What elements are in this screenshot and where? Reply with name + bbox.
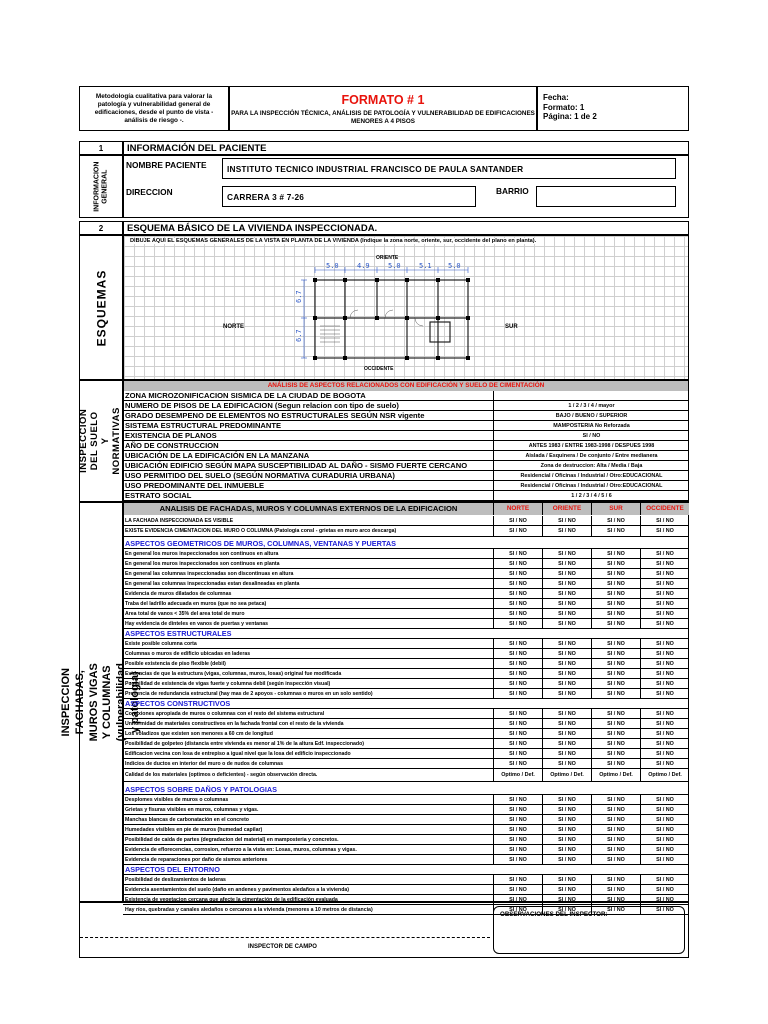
answer-cell[interactable]: SI / NO [591, 845, 640, 854]
answer-cell[interactable]: SI / NO [640, 569, 689, 578]
answer-cell[interactable]: SI / NO [591, 749, 640, 758]
answer-cell[interactable]: SI / NO [542, 689, 591, 698]
answer-cell[interactable]: SI / NO [542, 895, 591, 904]
suelo-row [123, 461, 689, 471]
fachada-question: Posible existencia de piso flexible (debil) [125, 660, 226, 667]
dim-side-2: 6.7 [295, 329, 303, 342]
suelo-answer[interactable]: SI / NO [493, 431, 689, 440]
answer-cell[interactable]: SI / NO [640, 579, 689, 588]
fachada-row [123, 599, 689, 609]
answer-cell[interactable]: SI / NO [640, 825, 689, 834]
answer-cell[interactable]: SI / NO [591, 579, 640, 588]
dim-side-1: 6.7 [295, 290, 303, 303]
fachada-row [123, 559, 689, 569]
answer-cell[interactable]: SI / NO [640, 875, 689, 884]
answer-cell[interactable]: SI / NO [640, 599, 689, 608]
nombre-label: NOMBRE PACIENTE [126, 160, 207, 170]
fachada-question: Area total de vanos < 35% del area total de muro [125, 610, 245, 617]
answer-cell[interactable]: SI / NO [542, 805, 591, 814]
answer-cell[interactable]: SI / NO [591, 905, 640, 914]
suelo-question: SISTEMA ESTRUCTURAL PREDOMINANTE [125, 421, 282, 430]
fachada-question: EXISTE EVIDENCIA CIMENTACION DEL MURO O COLUMNA (Patologia consl - grietas en muro arco descarga) [125, 528, 397, 534]
subsection-title: ASPECTOS GEOMETRICOS DE MUROS, COLUMNAS, VENTANAS Y PUERTAS [123, 539, 689, 549]
fachada-question: Conexiones apropiada de muros o columnas con el resto del sistema estructural [125, 710, 325, 717]
fachada-question: Desplomes visibles de muros o columnas [125, 796, 229, 803]
fachada-question: En general los muros inspeccionados son continuos en altura [125, 550, 279, 557]
fachada-row [123, 719, 689, 729]
fachada-row [123, 825, 689, 835]
answer-cell[interactable]: SI / NO [542, 679, 591, 688]
subsection-title: ASPECTOS CONSTRUCTIVOS [123, 699, 689, 709]
section4-vertical-label: INSPECCION FACHADAS, MUROS VIGAS Y COLUMNAS (vulnerabilidad y patologia) [79, 502, 123, 902]
fachada-question: Los voladizos que existen son menores a 60 cm de longitud [125, 730, 273, 737]
answer-cell[interactable]: SI / NO [542, 619, 591, 628]
answer-cell[interactable]: SI / NO [591, 669, 640, 678]
fachada-question: Indicios de ductos en interior del muro o de nudos de columnas [125, 760, 283, 767]
answer-cell[interactable]: SI / NO [493, 905, 542, 914]
answer-cell[interactable]: SI / NO [640, 749, 689, 758]
suelo-answer[interactable]: MAMPOSTERIA No Reforzada [493, 421, 689, 430]
fachada-row [123, 669, 689, 679]
answer-cell[interactable]: SI / NO [542, 709, 591, 718]
answer-cell[interactable]: SI / NO [493, 719, 542, 728]
fachada-row [123, 649, 689, 659]
section1-number: 1 [79, 141, 123, 155]
fachada-question: Columnas o muros de edificio ubicadas en laderas [125, 650, 251, 657]
fachada-question: Traba del ladrillo adecuada en muros (que no sea petaca) [125, 600, 267, 607]
answer-cell[interactable]: Optimo / Def. [640, 769, 689, 781]
fachada-question: Evidencia asentamientos del suelo (daño en andenes y pavimentos aledaños a la vivienda) [125, 886, 350, 893]
answer-cell[interactable]: SI / NO [493, 516, 542, 525]
suelo-row [123, 481, 689, 491]
fachada-row [123, 875, 689, 885]
answer-cell[interactable]: SI / NO [493, 589, 542, 598]
section3-header: ANÁLISIS DE ASPECTOS RELACIONADOS CON EDIFICACIÓN Y SUELO DE CIMENTACIÓN [124, 381, 688, 391]
suelo-row [123, 451, 689, 461]
answer-cell[interactable]: SI / NO [591, 739, 640, 748]
answer-cell[interactable]: SI / NO [493, 526, 542, 536]
answer-cell[interactable]: SI / NO [542, 549, 591, 558]
fachada-row [123, 885, 689, 895]
answer-cell[interactable]: SI / NO [591, 689, 640, 698]
format-title: FORMATO # 1 [341, 93, 425, 107]
answer-cell[interactable]: SI / NO [591, 759, 640, 768]
fachada-row [123, 619, 689, 629]
fachada-row [123, 689, 689, 699]
fachada-question: Hay ríos, quebradas y canales aledaños o cercanos a la vivienda (menores a 10 metros de distancia) [125, 906, 373, 913]
answer-cell[interactable]: SI / NO [591, 729, 640, 738]
inspector-label: INSPECTOR DE CAMPO [248, 944, 317, 950]
fachada-row [123, 855, 689, 865]
oriente-label: ORIENTE [376, 255, 399, 261]
answer-cell[interactable]: SI / NO [640, 516, 689, 525]
fachada-question: Evidencias de que la estructura (vigas, columnas, muros, losas) original fue modificada [125, 670, 342, 677]
suelo-question: GRADO DESEMPENO DE ELEMENTOS NO ESTRUCTURALES SEGÚN NSR vigente [125, 411, 425, 420]
suelo-answer[interactable]: Aislada / Esquinera / De conjunto / Entre medianera [493, 451, 689, 460]
answer-cell[interactable]: SI / NO [640, 759, 689, 768]
fachada-question: LA FACHADA INSPECCIONADA ES VISIBLE [125, 517, 234, 524]
answer-cell[interactable]: SI / NO [591, 805, 640, 814]
fachada-row [123, 739, 689, 749]
fachada-question: Posibilidad de deslizamientos de laderas [125, 876, 226, 883]
section4-header: ANALISIS DE FACHADAS, MUROS Y COLUMNAS EXTERNOS DE LA EDIFICACION [124, 503, 493, 515]
answer-cell[interactable]: SI / NO [591, 815, 640, 824]
fachada-row [123, 609, 689, 619]
suelo-row [123, 491, 689, 501]
answer-cell[interactable]: SI / NO [591, 709, 640, 718]
answer-cell[interactable]: SI / NO [493, 669, 542, 678]
suelo-question: EXISTENCIA DE PLANOS [125, 431, 217, 440]
fachada-question: Evidencia de eflorecencias, corrosion, refuerzo a la vista en: Losas, muros, columnas y vigas. [125, 846, 357, 853]
answer-cell[interactable]: SI / NO [640, 649, 689, 658]
suelo-answer[interactable]: Zona de destruccion: Alta / Media / Baja [493, 461, 689, 470]
answer-cell[interactable]: SI / NO [542, 559, 591, 568]
direccion-label: DIRECCION [126, 187, 173, 197]
answer-cell[interactable]: SI / NO [640, 709, 689, 718]
answer-cell[interactable]: SI / NO [542, 905, 591, 914]
answer-cell[interactable]: SI / NO [591, 719, 640, 728]
fachada-question: Evidencia de muros dilatados de columnas [125, 590, 232, 597]
fachada-question: En general las columnas inspeccionadas estan desalineadas en planta [125, 580, 300, 587]
observaciones-box[interactable] [493, 906, 685, 954]
suelo-answer[interactable]: 1 / 2 / 3 / 4 / mayor [493, 401, 689, 410]
fachada-question: En general los muros inspeccionados son continuos en planta [125, 560, 280, 567]
answer-cell[interactable]: SI / NO [640, 669, 689, 678]
answer-cell[interactable]: Optimo / Def. [542, 769, 591, 781]
norte-label: NORTE [223, 324, 244, 330]
answer-cell[interactable]: SI / NO [640, 609, 689, 618]
answer-cell[interactable]: SI / NO [640, 835, 689, 844]
fachada-row [123, 549, 689, 559]
fachada-question: Uniformidad de materiales constructivos en la fachada frontal con el resto de la vivienda [125, 720, 344, 727]
answer-cell[interactable]: SI / NO [493, 805, 542, 814]
answer-cell[interactable]: SI / NO [493, 659, 542, 668]
dim-top-5: 5.0 [448, 262, 461, 270]
fachada-row [123, 679, 689, 689]
fachada-question: Evidencia de reparaciones por daño de sismos anteriores [125, 856, 268, 863]
fachada-question: Existe posible columna corta [125, 640, 197, 647]
answer-cell[interactable]: Optimo / Def. [493, 769, 542, 781]
answer-cell[interactable]: SI / NO [493, 845, 542, 854]
answer-cell[interactable]: SI / NO [640, 526, 689, 536]
answer-cell[interactable]: SI / NO [542, 719, 591, 728]
fachada-question: Grietas y fisuras visibles en muros, columnas y vigas. [125, 806, 259, 813]
answer-cell[interactable]: SI / NO [640, 895, 689, 904]
section2-number: 2 [79, 221, 123, 235]
answer-cell[interactable]: SI / NO [542, 526, 591, 536]
answer-cell[interactable]: SI / NO [591, 609, 640, 618]
answer-cell[interactable]: SI / NO [640, 805, 689, 814]
answer-cell[interactable]: SI / NO [640, 739, 689, 748]
answer-cell[interactable]: SI / NO [542, 569, 591, 578]
dim-top-3: 5.0 [388, 262, 401, 270]
answer-cell[interactable]: SI / NO [542, 845, 591, 854]
formato-label: Formato: 1 [543, 102, 585, 112]
fachada-question: Posibilidad de caida de partes (degradacion del material) en mamposteria y concretos. [125, 836, 339, 843]
suelo-row [123, 401, 689, 411]
answer-cell[interactable]: SI / NO [493, 885, 542, 894]
answer-cell[interactable]: SI / NO [542, 729, 591, 738]
answer-cell[interactable]: SI / NO [493, 759, 542, 768]
barrio-field[interactable] [536, 186, 676, 207]
subsection-title: ASPECTOS DEL ENTORNO [123, 865, 689, 875]
answer-cell[interactable]: SI / NO [640, 719, 689, 728]
methodology-box [79, 86, 229, 131]
answer-cell[interactable]: SI / NO [542, 599, 591, 608]
answer-cell[interactable]: SI / NO [640, 659, 689, 668]
signature-line [80, 937, 490, 938]
fachada-question: Edificacion vecina con losa de entrepiso a igual nivel que la losa del edificio inspeccionado [125, 750, 351, 757]
fachada-row [123, 835, 689, 845]
answer-cell[interactable]: SI / NO [591, 835, 640, 844]
fachada-row [123, 579, 689, 589]
orientation-sur: SUR [591, 503, 640, 515]
answer-cell[interactable]: SI / NO [591, 516, 640, 525]
floor-plan-drawing [290, 258, 490, 366]
answer-cell[interactable]: SI / NO [640, 845, 689, 854]
section1-vertical-label: INFORMACION GENERAL [79, 155, 123, 218]
answer-cell[interactable]: SI / NO [493, 689, 542, 698]
section2-vertical-label: ESQUEMAS [79, 235, 123, 380]
answer-cell[interactable]: SI / NO [542, 649, 591, 658]
answer-cell[interactable]: SI / NO [591, 679, 640, 688]
fachada-row [123, 749, 689, 759]
answer-cell[interactable]: SI / NO [640, 905, 689, 914]
answer-cell[interactable]: SI / NO [542, 609, 591, 618]
answer-cell[interactable]: SI / NO [591, 885, 640, 894]
suelo-row [123, 421, 689, 431]
observaciones-label: OBSERVACIONES DEL INSPECTOR: [500, 911, 608, 918]
answer-cell[interactable]: Optimo / Def. [591, 769, 640, 781]
fachada-row [123, 769, 689, 782]
answer-cell[interactable]: SI / NO [493, 549, 542, 558]
direccion-field[interactable]: CARRERA 3 # 7-26 [222, 186, 476, 207]
answer-cell[interactable]: SI / NO [640, 689, 689, 698]
answer-cell[interactable]: SI / NO [493, 795, 542, 804]
answer-cell[interactable]: SI / NO [591, 569, 640, 578]
fachada-row [123, 845, 689, 855]
answer-cell[interactable]: SI / NO [640, 639, 689, 648]
answer-cell[interactable]: SI / NO [591, 895, 640, 904]
answer-cell[interactable]: SI / NO [493, 855, 542, 864]
answer-cell[interactable]: SI / NO [591, 559, 640, 568]
answer-cell[interactable]: SI / NO [493, 895, 542, 904]
suelo-question: USO PREDOMINANTE DEL INMUEBLE [125, 481, 265, 490]
occidente-label: OCCIDENTE [364, 366, 394, 372]
format-meta-box [537, 86, 689, 131]
answer-cell[interactable]: SI / NO [591, 549, 640, 558]
answer-cell[interactable]: SI / NO [591, 659, 640, 668]
answer-cell[interactable]: SI / NO [591, 875, 640, 884]
answer-cell[interactable]: SI / NO [591, 639, 640, 648]
answer-cell[interactable]: SI / NO [640, 679, 689, 688]
answer-cell[interactable]: SI / NO [542, 669, 591, 678]
subsection-title: ASPECTOS ESTRUCTURALES [123, 629, 689, 639]
answer-cell[interactable]: SI / NO [493, 875, 542, 884]
answer-cell[interactable]: SI / NO [493, 729, 542, 738]
suelo-row [123, 471, 689, 481]
answer-cell[interactable]: SI / NO [542, 795, 591, 804]
answer-cell[interactable]: SI / NO [591, 649, 640, 658]
answer-cell[interactable]: SI / NO [591, 619, 640, 628]
answer-cell[interactable]: SI / NO [542, 825, 591, 834]
suelo-answer[interactable]: Residencial / Oficinas / Industrial / Otro:EDUCACIONAL [493, 481, 689, 490]
answer-cell[interactable]: SI / NO [542, 639, 591, 648]
fachada-row [123, 709, 689, 719]
answer-cell[interactable]: SI / NO [493, 649, 542, 658]
answer-cell[interactable]: SI / NO [493, 639, 542, 648]
suelo-answer[interactable]: Residencial / Oficinas / Industrial / Otro:EDUCACIONAL [493, 471, 689, 480]
orientation-header [493, 503, 689, 515]
answer-cell[interactable]: SI / NO [542, 759, 591, 768]
fachada-question: Calidad de los materiales (optimos o deficientes) - según observación directa. [125, 772, 318, 778]
dim-top-2: 4.9 [357, 262, 370, 270]
sur-label: SUR [505, 324, 518, 330]
answer-cell[interactable]: SI / NO [493, 835, 542, 844]
fachada-question: Humedades visibles en pie de muros (humedad capilar) [125, 826, 263, 833]
fachada-question: Posibilidad de existencia de vigas fuerte y columna debil (según inspección visual) [125, 680, 331, 687]
suelo-question: NUMERO DE PISOS DE LA EDIFICACION (Segun relacion con tipo de suelo) [125, 401, 399, 410]
fachada-row [123, 526, 689, 537]
answer-cell[interactable]: SI / NO [640, 729, 689, 738]
section3-vertical-label: INSPECCION DEL SUELO Y NORMATIVAS [79, 380, 123, 502]
fachada-question: Manchas blancas de carbonatación en el concreto [125, 816, 249, 823]
fachada-row [123, 659, 689, 669]
answer-cell[interactable]: SI / NO [493, 749, 542, 758]
answer-cell[interactable]: SI / NO [493, 619, 542, 628]
answer-cell[interactable]: SI / NO [493, 709, 542, 718]
fachada-row [123, 805, 689, 815]
dim-top-1: 5.0 [326, 262, 339, 270]
answer-cell[interactable]: SI / NO [493, 559, 542, 568]
answer-cell[interactable]: SI / NO [542, 855, 591, 864]
fachada-row [123, 639, 689, 649]
answer-cell[interactable]: SI / NO [542, 739, 591, 748]
pagina-label: Página: 1 de 2 [543, 112, 597, 122]
answer-cell[interactable]: SI / NO [542, 749, 591, 758]
suelo-answer[interactable]: 1 / 2 / 3 / 4 / 5 / 6 [493, 491, 689, 500]
section1-title: INFORMACIÓN DEL PACIENTE [123, 141, 689, 155]
answer-cell[interactable]: SI / NO [542, 885, 591, 894]
answer-cell[interactable]: SI / NO [640, 559, 689, 568]
fachada-row [123, 589, 689, 599]
answer-cell[interactable]: SI / NO [640, 795, 689, 804]
subsection-title: ASPECTOS SOBRE DAÑOS Y PATOLOGIAS [123, 785, 689, 795]
fachada-row [123, 516, 689, 526]
suelo-answer[interactable]: ANTES 1983 / ENTRE 1983-1998 / DESPUES 1998 [493, 441, 689, 450]
nombre-field[interactable]: INSTITUTO TECNICO INDUSTRIAL FRANCISCO DE PAULA SANTANDER [222, 158, 676, 179]
orientation-norte: NORTE [493, 503, 542, 515]
suelo-row [123, 441, 689, 451]
answer-cell[interactable]: SI / NO [493, 815, 542, 824]
suelo-question: ZONA MICROZONIFICACION SISMICA DE LA CIUDAD DE BOGOTA [125, 391, 366, 400]
answer-cell[interactable]: SI / NO [493, 569, 542, 578]
answer-cell[interactable]: SI / NO [591, 855, 640, 864]
answer-cell[interactable]: SI / NO [493, 599, 542, 608]
answer-cell[interactable]: SI / NO [591, 589, 640, 598]
orientation-oriente: ORIENTE [542, 503, 591, 515]
methodology-text: Metodología cualitativa para valorar la patología y vulnerabilidad general de edificaciones, desde el punto de vista - análisis de riesgo -. [94, 92, 214, 124]
answer-cell[interactable]: SI / NO [542, 579, 591, 588]
answer-cell[interactable]: SI / NO [542, 589, 591, 598]
answer-cell[interactable]: SI / NO [640, 619, 689, 628]
answer-cell[interactable]: SI / NO [591, 599, 640, 608]
answer-cell[interactable]: SI / NO [640, 815, 689, 824]
suelo-answer[interactable] [493, 391, 689, 400]
suelo-row [123, 431, 689, 441]
format-title-box [229, 86, 537, 131]
answer-cell[interactable]: SI / NO [542, 835, 591, 844]
fachada-question: Posibilidad de golpeteo (distancia entre vivienda es menor al 1% de la altura Edf. inspeccionado) [125, 740, 364, 747]
dim-top-4: 5.1 [419, 262, 432, 270]
fachada-question: En general las columnas inspeccionadas son discontinuas en altura [125, 570, 294, 577]
answer-cell[interactable]: SI / NO [640, 855, 689, 864]
answer-cell[interactable]: SI / NO [542, 875, 591, 884]
answer-cell[interactable]: SI / NO [542, 815, 591, 824]
suelo-question: USO PERMITIDO DEL SUELO (SEGÚN NORMATIVA CURADURIA URBANA) [125, 471, 395, 480]
fachada-row [123, 759, 689, 769]
format-subtitle: PARA LA INSPECCIÓN TÉCNICA, ANÁLISIS DE PATOLOGÍA Y VULNERABILIDAD DE EDIFICACIONES MENORES A 4 PISOS [231, 110, 535, 126]
answer-cell[interactable]: SI / NO [640, 589, 689, 598]
answer-cell[interactable]: SI / NO [493, 825, 542, 834]
answer-cell[interactable]: SI / NO [542, 516, 591, 525]
answer-cell[interactable]: SI / NO [591, 795, 640, 804]
answer-cell[interactable]: SI / NO [542, 659, 591, 668]
suelo-question: AÑO DE CONSTRUCCION [125, 441, 219, 450]
sketch-instruction: DIBUJE AQUI EL ESQUEMAS GENERALES DE LA VISTA EN PLANTA DE LA VIVIENDA (Indique la zona norte, oriente, sur, occidente del plano en planta). [130, 238, 537, 244]
suelo-question: UBICACIÓN DE LA EDIFICACIÓN EN LA MANZANA [125, 451, 310, 460]
answer-cell[interactable]: SI / NO [591, 526, 640, 536]
answer-cell[interactable]: SI / NO [493, 739, 542, 748]
suelo-row [123, 411, 689, 421]
fachada-question: Existencia de vegetacion cercana que afecte la cimentación de la edificación evaluada [125, 896, 338, 903]
fachada-row [123, 729, 689, 739]
barrio-label: BARRIO [496, 186, 529, 196]
answer-cell[interactable]: SI / NO [493, 609, 542, 618]
fachada-row [123, 569, 689, 579]
suelo-answer[interactable]: BAJO / BUENO / SUPERIOR [493, 411, 689, 420]
answer-cell[interactable]: SI / NO [640, 885, 689, 894]
fachada-question: Hay evidencia de dinteles en vanos de puertas y ventanas [125, 620, 269, 627]
answer-cell[interactable]: SI / NO [640, 549, 689, 558]
answer-cell[interactable]: SI / NO [493, 579, 542, 588]
fecha-label: Fecha: [543, 93, 569, 102]
suelo-question: UBICACIÓN EDIFICIO SEGÚN MAPA SUSCEPTIBILIDAD AL DAÑO - SISMO FUERTE CERCANO [125, 461, 468, 470]
answer-cell[interactable]: SI / NO [493, 679, 542, 688]
fachada-question: Presencia de redundancia estructural (hay mas de 2 apoyos - columnas o muros en un solo sentido) [125, 690, 373, 697]
answer-cell[interactable]: SI / NO [591, 825, 640, 834]
suelo-row [123, 391, 689, 401]
suelo-question: ESTRATO SOCIAL [125, 491, 192, 500]
section2-title: ESQUEMA BÁSICO DE LA VIVIENDA INSPECCIONADA. [123, 221, 689, 235]
fachada-row [123, 815, 689, 825]
fachada-row [123, 795, 689, 805]
orientation-occidente: OCCIDENTE [640, 503, 689, 515]
